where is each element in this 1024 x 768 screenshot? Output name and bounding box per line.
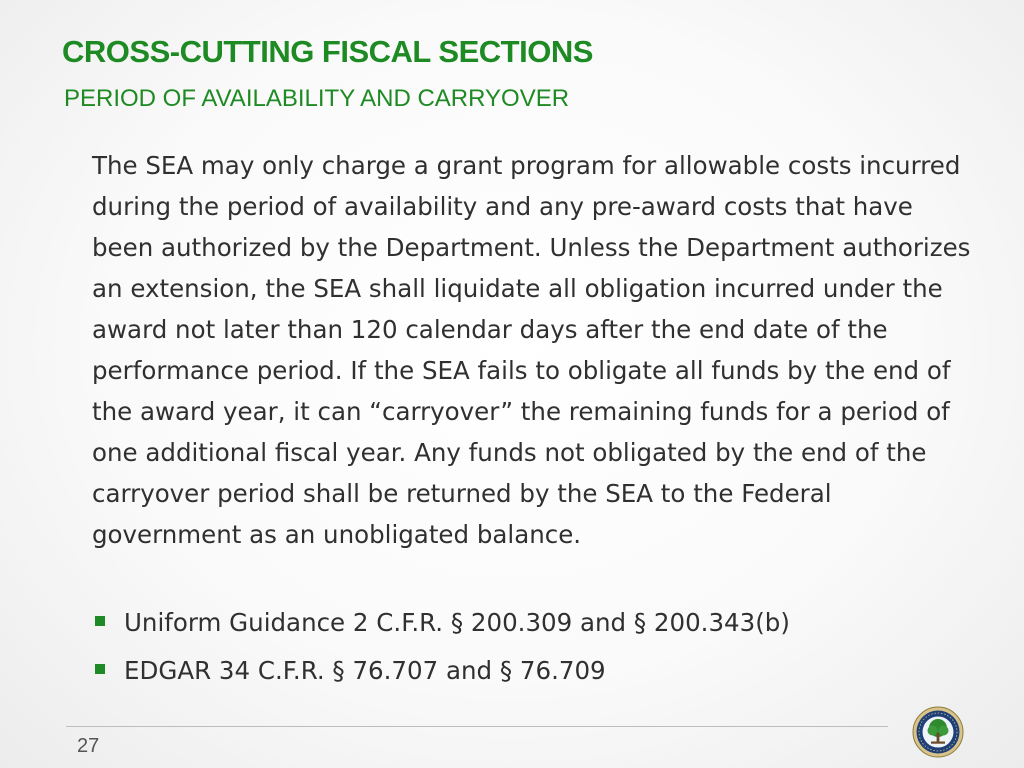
department-seal-icon xyxy=(912,706,964,758)
list-item xyxy=(92,651,790,699)
square-bullet-icon xyxy=(95,616,105,626)
bullet-text: Uniform Guidance 2 C.F.R. § 200.309 and § 200.343(b) xyxy=(124,608,790,637)
slide-title: CROSS-CUTTING FISCAL SECTIONS xyxy=(62,34,593,69)
body-paragraph: The SEA may only charge a grant program for allowable costs incurred during the period of availability and any pre-award costs that have been authorized by the Department. Unless the Department authorizes an extension, the SEA shall liquidate all obligation incurred under the award not later than 120 calendar days after the end date of the performance period. If the SEA fails to obligate all funds by the end of the award year, it can “carryover” the remaining funds for a period of one additional fiscal year. Any funds not obligated by the end of the carryover period shall be returned by the SEA to the Federal government as an unobligated balance. xyxy=(92,151,971,549)
page-number: 27 xyxy=(77,735,100,757)
list-item xyxy=(92,603,790,651)
footer-divider xyxy=(66,726,888,727)
square-bullet-icon xyxy=(95,664,105,674)
citation-list xyxy=(92,603,790,699)
bullet-text: EDGAR 34 C.F.R. § 76.707 and § 76.709 xyxy=(124,656,606,685)
slide-subtitle: PERIOD OF AVAILABILITY AND CARRYOVER xyxy=(64,85,570,112)
